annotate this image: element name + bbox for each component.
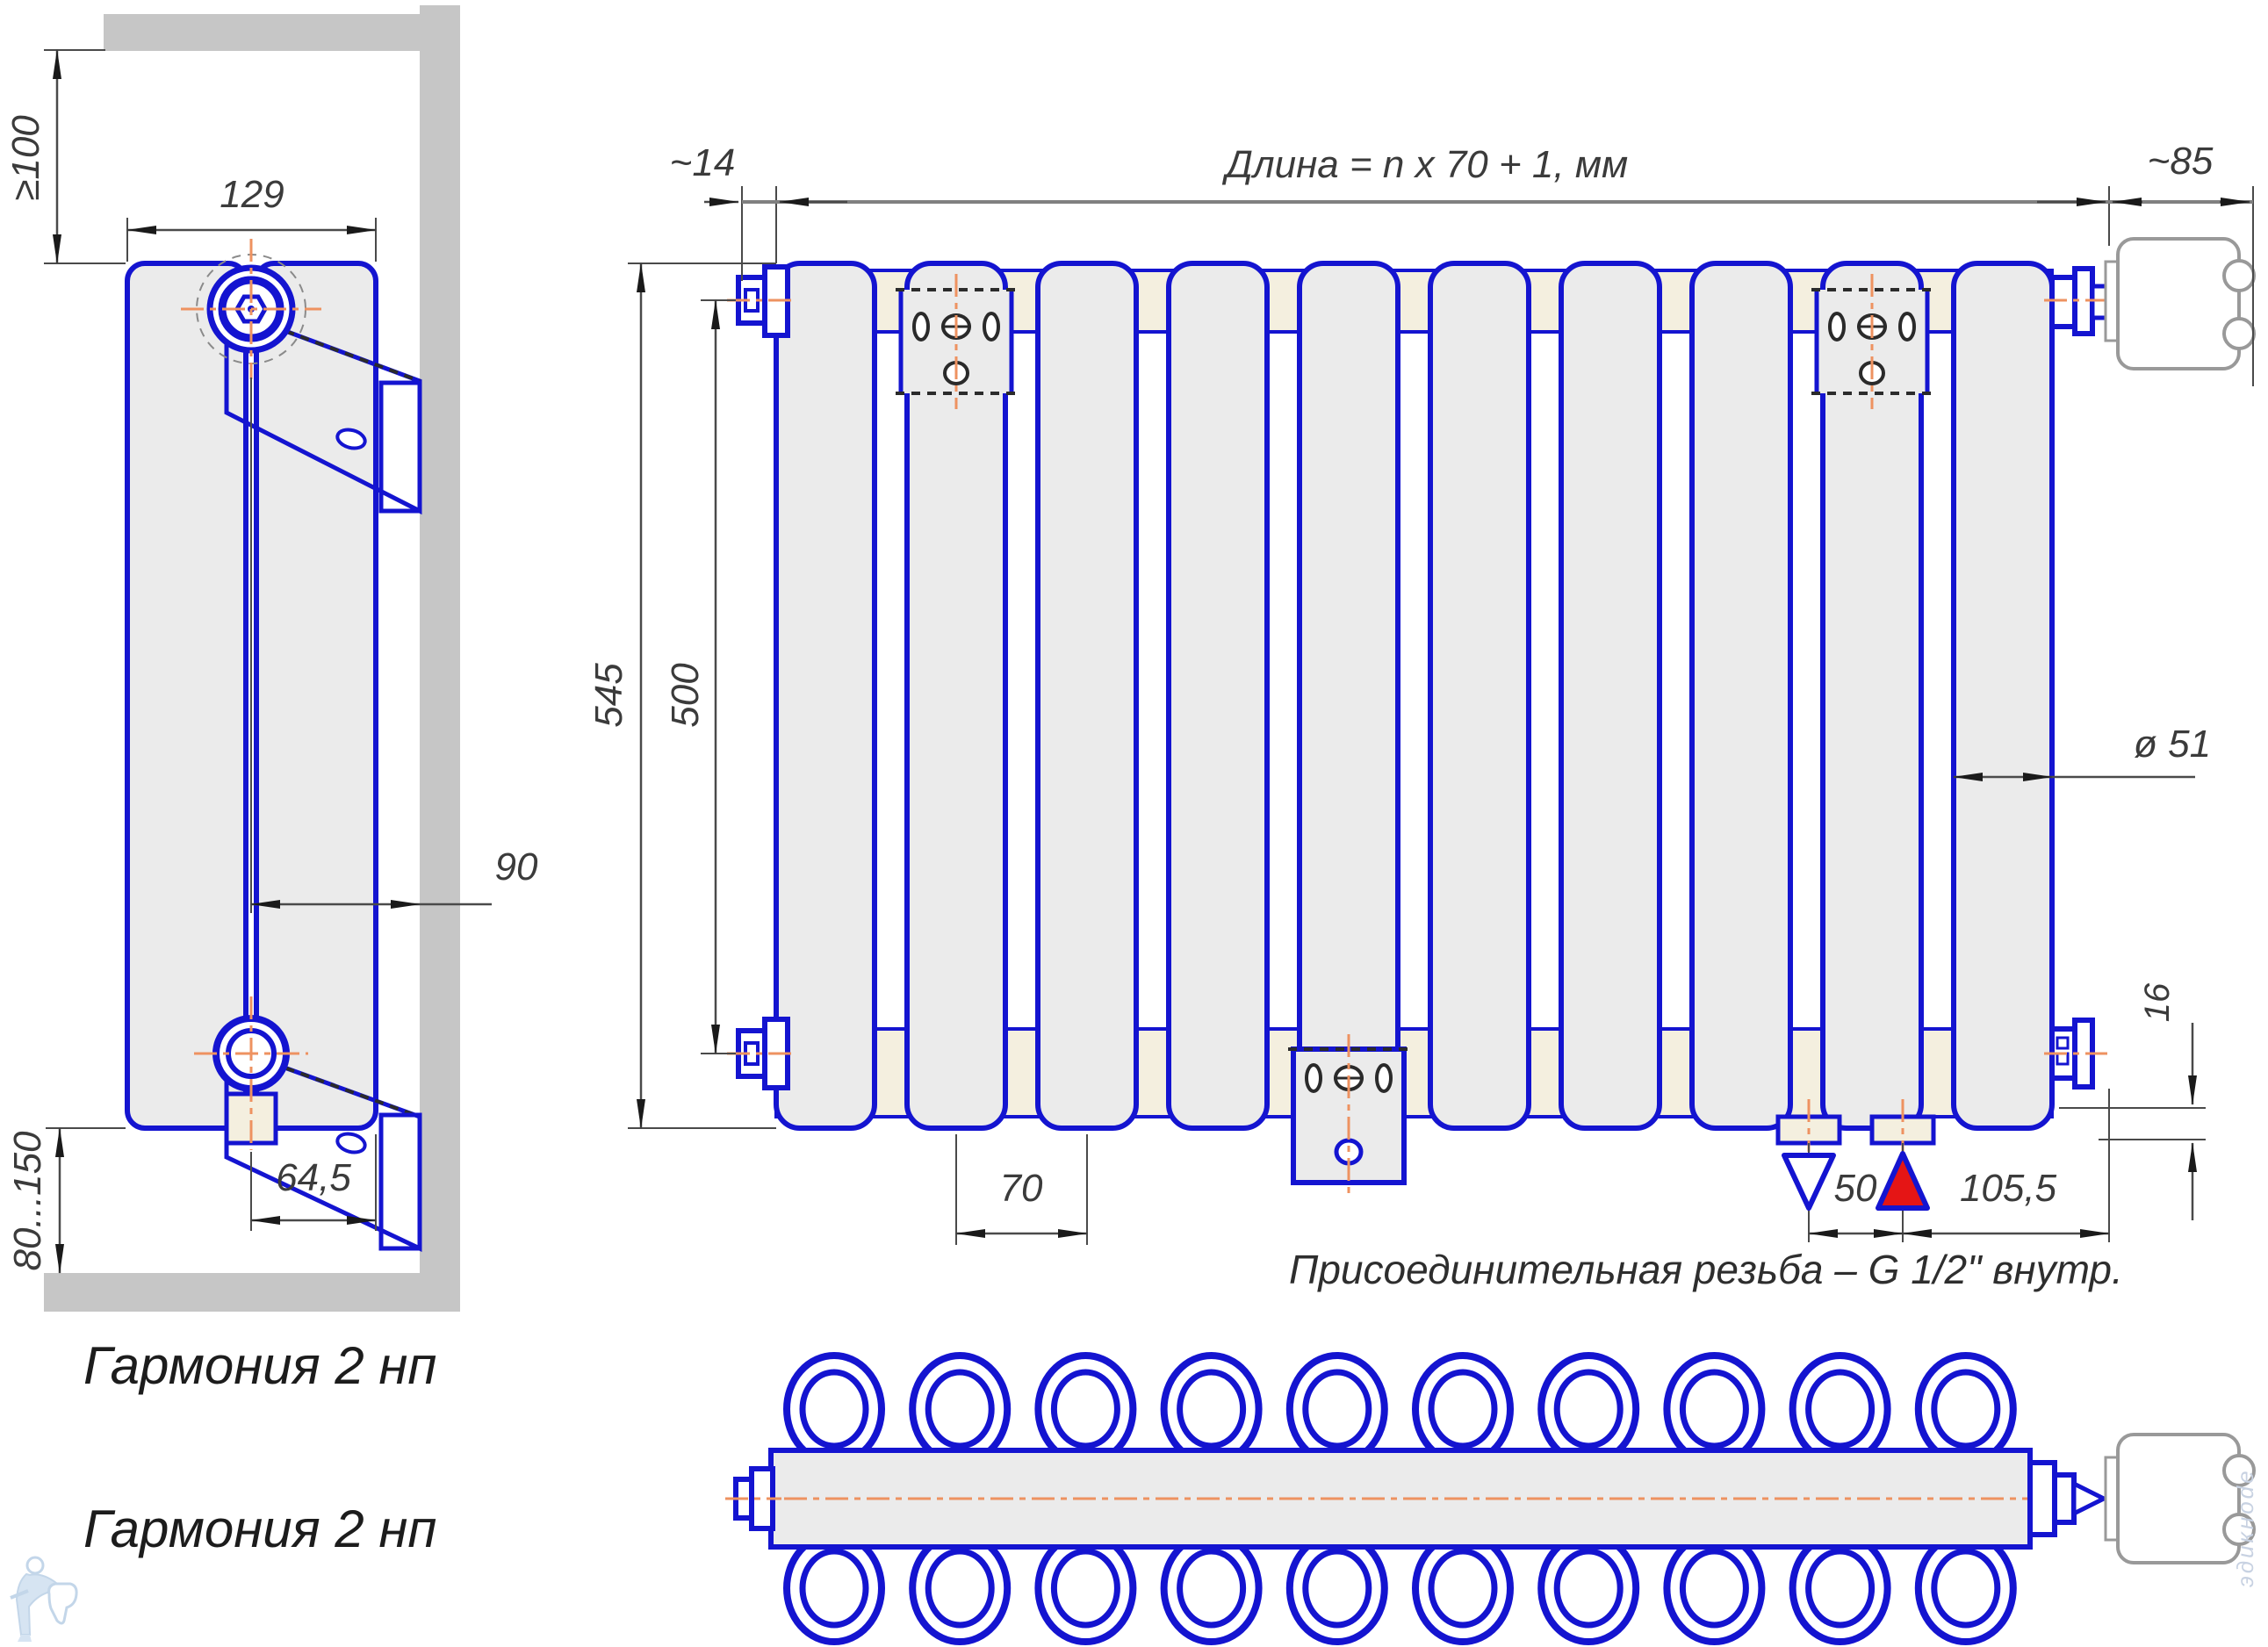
wall [420,5,460,1273]
floor [44,1273,460,1312]
bottom-view-left-fitting [725,1469,781,1528]
inlet [1872,1099,1933,1242]
section-tube-circle-inner [1180,1551,1243,1625]
section-tube-circle-inner [1682,1551,1746,1625]
dim-sill-clearance-label: ≥100 [4,115,47,201]
section-tube-circle-inner [1306,1372,1369,1446]
section-tube-circle-inner [1682,1372,1746,1446]
connection-note: Присоединительная резьба – G 1/2" внутр. [1289,1247,2123,1292]
side-tube-back [256,263,376,1128]
dim-drain-to-inlet-label: 50 [1833,1167,1877,1210]
section-tube-circle-inner [1557,1372,1620,1446]
dim-tube-pitch-label: 70 [999,1167,1043,1210]
left-bottom-fitting [727,1019,797,1088]
dim-bottom-offset-label: 16 [2138,982,2177,1023]
section-tube-circle-inner [1054,1372,1117,1446]
dim-height [587,263,776,1128]
radiator-tube [1430,263,1529,1128]
front-view [587,140,2254,1292]
radiator-tube [776,263,875,1128]
front-bottom-bracket [1288,1034,1409,1196]
section-tube-circle-inner [928,1551,991,1625]
dim-height-label: 545 [587,663,630,728]
bracket-hole [335,1131,367,1155]
inlet-triangle-icon [1878,1154,1927,1208]
front-top-bracket-right [1811,274,1933,409]
radiator-tube [1169,263,1267,1128]
radiator-tube [1300,263,1398,1128]
left-top-fitting [727,267,797,335]
radiator-tube [1561,263,1660,1128]
section-tube-circle-inner [928,1372,991,1446]
dim-sill-clearance [4,50,126,263]
section-tube-circle-inner [1557,1551,1620,1625]
watermark-text: эдикнode [2232,1468,2258,1587]
radiator-tube [1692,263,1790,1128]
section-tube-circle-inner [1431,1551,1494,1625]
dim-floor-clearance-label: 80...150 [6,1131,49,1271]
outlet-triangle-icon [1784,1155,1833,1208]
section-tube-circle-inner [1934,1551,1998,1625]
plumber-watermark [11,1557,76,1642]
radiator-tube [1954,263,2052,1128]
radiator-tube [1038,263,1136,1128]
thermostat-head-front [2106,239,2254,369]
dim-inlet-to-end-label: 105,5 [1959,1167,2057,1210]
section-tube-circle-inner [1809,1551,1872,1625]
section-tube-circle-inner [1934,1372,1998,1446]
valve-tip [2074,1484,2104,1514]
dim-wall-to-axis-label: 90 [494,845,538,888]
right-bottom-fitting [2044,1020,2107,1087]
right-top-fitting [2044,269,2114,334]
section-tube-circle-inner [1180,1372,1243,1446]
dim-right-offset-label: ~85 [2147,140,2214,183]
model-label-side-view: Гармония 2 нп [83,1336,437,1395]
bottom-view-right-fitting [2030,1463,2104,1535]
section-tube-circle-inner [803,1551,866,1625]
model-label-bottom-view: Гармония 2 нп [83,1500,437,1558]
dim-left-offset-label: ~14 [669,141,736,184]
dim-axis-spacing-label: 500 [664,663,707,728]
section-tube-circle-inner [1431,1372,1494,1446]
section-tube-circle-inner [1054,1551,1117,1625]
dim-tube-pitch [956,1134,1087,1245]
toilet-icon [49,1584,76,1623]
bottom-view [725,1356,2254,1642]
dim-tube-diameter-label: ø 51 [2134,723,2212,766]
dim-depth-label: 129 [220,173,284,216]
dim-floor-clearance [6,1128,126,1273]
dim-axis-to-edge-label: 64,5 [276,1156,351,1199]
window-sill [104,14,459,51]
side-view [4,5,538,1312]
section-tube-circle-inner [803,1372,866,1446]
section-tube-circle-inner [1306,1551,1369,1625]
drain-outlet [1778,1099,1840,1242]
front-top-bracket-left [896,274,1017,409]
dim-length-formula-label: Длина = n x 70 + 1, мм [1225,143,1629,186]
section-tube-circle-inner [1809,1372,1872,1446]
